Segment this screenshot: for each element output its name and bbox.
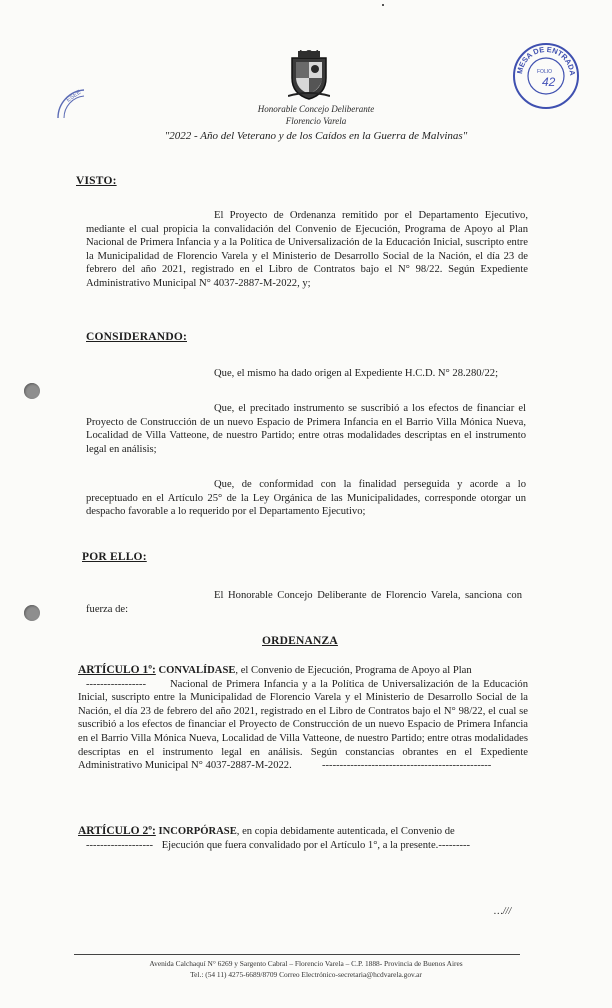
visto-heading: VISTO: [76, 175, 117, 187]
binder-hole-top [24, 383, 40, 399]
article-2-dash-fill: ------------------- [86, 839, 154, 851]
article-1-keyword: CONVALÍDASE [158, 665, 236, 676]
stamp-folio-number: 42 [542, 75, 556, 89]
binder-hole-bottom [24, 605, 40, 621]
scan-speck [382, 4, 384, 6]
article-1-dash-fill: ----------------- [86, 678, 146, 690]
footer-contact: Tel.: (54 11) 4275-6689/8709 Correo Electrónico-secretaria@hcdvarela.gov.ar [190, 970, 422, 979]
ordenanza-heading: ORDENANZA [262, 635, 338, 647]
footer-rule [74, 954, 520, 955]
city-name: Florencio Varela [285, 116, 347, 126]
stamp-folio-label: FOLIO [537, 69, 553, 75]
article-1-body: Nacional de Primera Infancia y a la Política de Universalización de la Educación Inicial, suscripto entre la Municipalidad de Florencio Varela y el Ministerio de Desarrollo Social de la Nación, el día 23 de febrero del año 2021, registrado en el Libro de Contratos bajo el N° 98/22, el cual se suscribió a los efectos de financiar el Proyecto de Construcción de un nuevo Espacio de Primera Infancia en el Barrio Villa Mónica Nueva, Localidad de Villa Vatteone, de nuestro Partido; entre otras modalidades descriptas en el instrumento legal en análisis. Según constancias obrantes en el Expediente Administrativo Municipal N° 4037-2887-M-2022. [78, 678, 528, 772]
partial-left-stamp [54, 88, 88, 122]
article-2-trailing-dashes: --------- [438, 839, 471, 851]
svg-text:ESEE: ESEE [65, 89, 83, 104]
article-2-keyword: INCORPÓRASE [158, 826, 237, 837]
visto-paragraph: El Proyecto de Ordenanza remitido por el Departamento Ejecutivo, mediante el cual propicia la convalidación del Convenio de Ejecución, Programa de Apoyo al Plan Nacional de Primera Infancia y a la Política de Universalización de la Educación Inicial, suscripto entre la Municipalidad de Florencio Varela y el Ministerio de Desarrollo Social de la Nación, el día 23 de febrero del año 2021, registrado en el Libro de Contratos bajo el N° 98/22. Según Expediente Administrativo Municipal N° 4037-2887-M-2022, y; [86, 210, 528, 289]
por-ello-paragraph: El Honorable Concejo Deliberante de Florencio Varela, sanciona con fuerza de: [86, 590, 522, 615]
article-2-body: Ejecución que fuera convalidado por el Artículo 1°, a la presente. [161, 839, 439, 851]
article-2-label: ARTÍCULO 2º: [78, 825, 156, 837]
footer-address: Avenida Calchaquí N° 6269 y Sargento Cabral – Florencio Varela – C.P. 1888- Provincia de Buenos Aires [149, 959, 463, 968]
article-1-first-line: , el Convenio de Ejecución, Programa de Apoyo al Plan [235, 665, 472, 676]
considerando-paragraph-3: Que, de conformidad con la finalidad perseguida y acorde a lo preceptuado en el Artículo 25° de la Ley Orgánica de las Municipalidades, corresponde otorgar un despacho favorable a lo requerido por el Departamento Ejecutivo; [86, 479, 526, 518]
mesa-de-entradas-stamp [512, 42, 580, 110]
considerando-heading: CONSIDERANDO: [86, 331, 187, 343]
stamp-text: MESA DE ENTRADA [515, 44, 578, 77]
year-motto: "2022 - Año del Veterano y de los Caídos en la Guerra de Malvinas" [164, 130, 468, 142]
institution-name: Honorable Concejo Deliberante [257, 104, 375, 114]
considerando-paragraph-2: Que, el precitado instrumento se suscribió a los efectos de financiar el Proyecto de Construcción de un nuevo Espacio de Primera Infancia en el Barrio Villa Mónica Nueva, Localidad de Villa Vatteone, de nuestro Partido; entre otras modalidades descriptas en el instrumento legal en análisis; [86, 403, 526, 455]
considerando-paragraph-1: Que, el mismo ha dado origen al Expediente H.C.D. N° 28.280/22; [214, 368, 499, 379]
coat-of-arms-emblem [288, 50, 330, 100]
article-1 [78, 664, 528, 773]
por-ello-heading: POR ELLO: [82, 551, 147, 563]
article-2-first-line: , en copia debidamente autenticada, el Convenio de [236, 826, 455, 837]
article-2 [78, 825, 528, 852]
article-1-label: ARTÍCULO 1º: [78, 664, 156, 676]
article-1-trailing-dashes: ------------------------------------------------ [322, 760, 492, 772]
continuation-mark: …/// [494, 906, 512, 917]
